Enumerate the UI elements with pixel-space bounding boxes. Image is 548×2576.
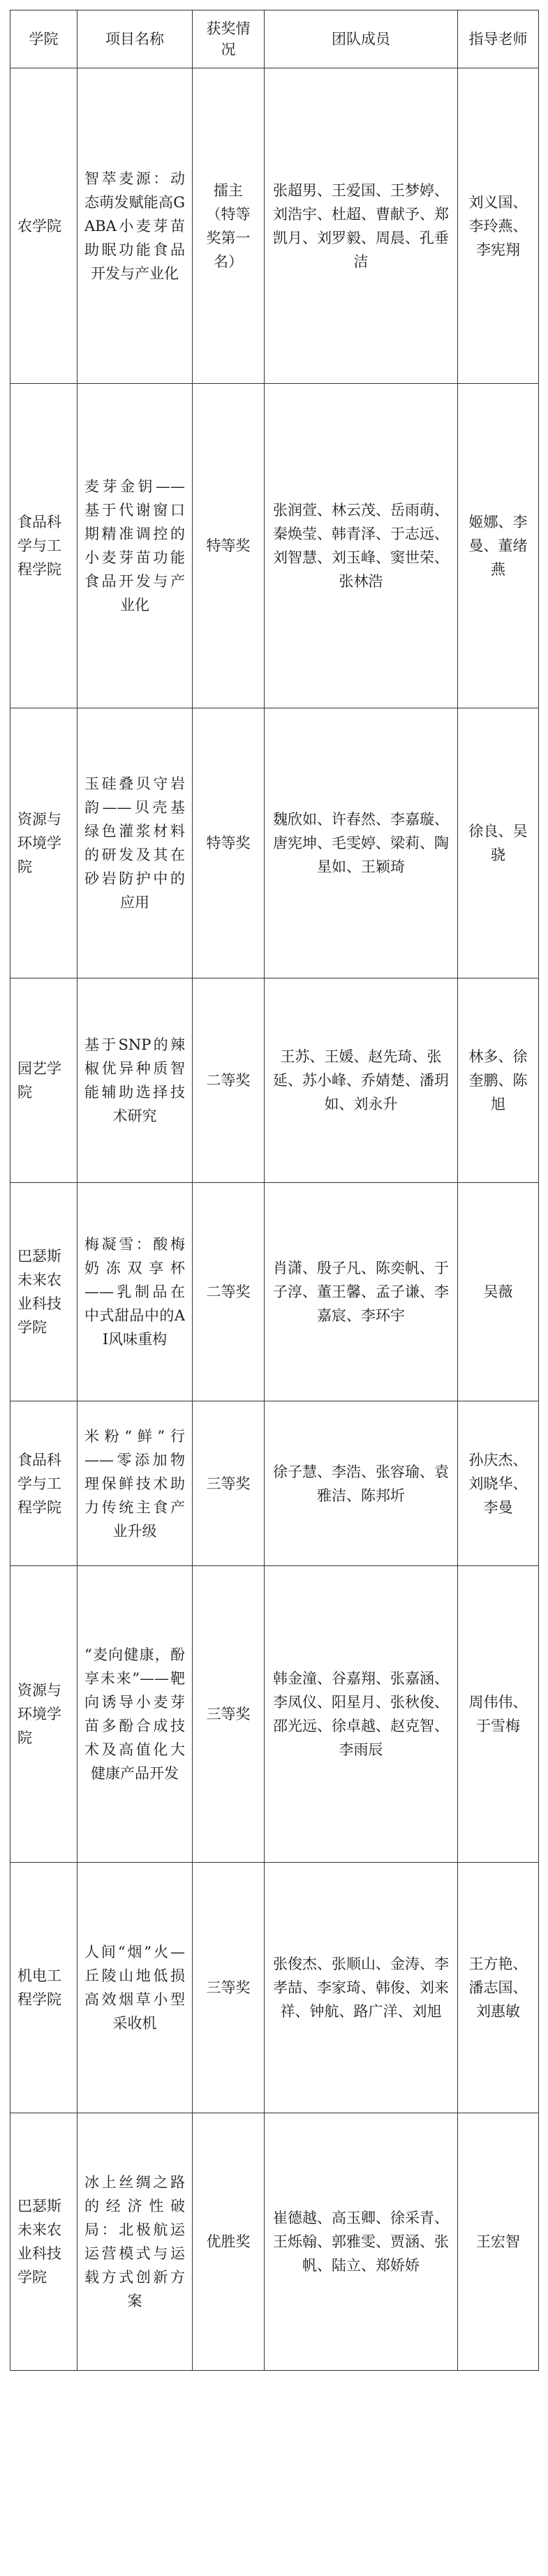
college-cell: 园艺学院 xyxy=(10,978,77,1183)
table-row xyxy=(10,1863,539,2113)
awards-table xyxy=(10,10,539,2371)
advisor-cell: 刘义国、李玲燕、李宪翔 xyxy=(458,68,539,384)
college-cell: 巴瑟斯未来农业科技学院 xyxy=(10,1183,77,1401)
members-cell: 张超男、王爱国、王梦婷、刘浩宇、杜超、曹献予、郑凯月、刘罗毅、周晨、孔垂洁 xyxy=(265,68,458,384)
award-cell: 二等奖 xyxy=(193,1183,265,1401)
table-row xyxy=(10,1566,539,1863)
college-cell: 资源与环境学院 xyxy=(10,708,77,978)
advisor-cell: 周伟伟、于雪梅 xyxy=(458,1566,539,1863)
members-cell: 崔德越、高玉卿、徐采青、王烁翰、郭雅雯、贾涵、张帆、陆立、郑娇娇 xyxy=(265,2113,458,2371)
project-cell: “麦向健康，酚享未来”——靶向诱导小麦芽苗多酚合成技术及高值化大健康产品开发 xyxy=(77,1566,193,1863)
header-members: 团队成员 xyxy=(265,10,458,68)
college-cell: 食品科学与工程学院 xyxy=(10,1401,77,1566)
table-row xyxy=(10,384,539,708)
project-cell: 玉硅叠贝守岩韵——贝壳基绿色灌浆材料的研发及其在砂岩防护中的应用 xyxy=(77,708,193,978)
college-cell: 机电工程学院 xyxy=(10,1863,77,2113)
header-award: 获奖情况 xyxy=(193,10,265,68)
members-cell: 魏欣如、许春然、李嘉璇、唐宪坤、毛雯婷、梁莉、陶星如、王颖琦 xyxy=(265,708,458,978)
award-cell: 二等奖 xyxy=(193,978,265,1183)
award-cell: 特等奖 xyxy=(193,384,265,708)
page xyxy=(10,10,538,2371)
project-cell: 麦芽金钥——基于代谢窗口期精准调控的小麦芽苗功能食品开发与产业化 xyxy=(77,384,193,708)
project-cell: 智萃麦源：动态萌发赋能高GABA小麦芽苗助眠功能食品开发与产业化 xyxy=(77,68,193,384)
members-cell: 张俊杰、张顺山、金涛、李孝喆、李家琦、韩俊、刘来祥、钟航、路广洋、刘旭 xyxy=(265,1863,458,2113)
advisor-cell: 林多、徐奎鹏、陈旭 xyxy=(458,978,539,1183)
header-college: 学院 xyxy=(10,10,77,68)
advisor-cell: 徐良、吴骁 xyxy=(458,708,539,978)
advisor-cell: 王方艳、潘志国、刘惠敏 xyxy=(458,1863,539,2113)
advisor-cell: 王宏智 xyxy=(458,2113,539,2371)
members-cell: 王苏、王媛、赵先琦、张延、苏小峰、乔婧楚、潘玥如、刘永升 xyxy=(265,978,458,1183)
project-cell: 米粉“鲜”行——零添加物理保鲜技术助力传统主食产业升级 xyxy=(77,1401,193,1566)
project-cell: 人间“烟”火—丘陵山地低损高效烟草小型采收机 xyxy=(77,1863,193,2113)
project-cell: 基于SNP的辣椒优异种质智能辅助选择技术研究 xyxy=(77,978,193,1183)
award-cell: 三等奖 xyxy=(193,1401,265,1566)
table-row xyxy=(10,2113,539,2371)
header-row xyxy=(10,10,539,68)
table-row xyxy=(10,1183,539,1401)
advisor-cell: 孙庆杰、刘晓华、李曼 xyxy=(458,1401,539,1566)
header-project: 项目名称 xyxy=(77,10,193,68)
college-cell: 巴瑟斯未来农业科技学院 xyxy=(10,2113,77,2371)
award-cell: 三等奖 xyxy=(193,1566,265,1863)
college-cell: 资源与环境学院 xyxy=(10,1566,77,1863)
college-cell: 食品科学与工程学院 xyxy=(10,384,77,708)
members-cell: 韩金潼、谷嘉翔、张嘉涵、李凤仪、阳星月、张秋俊、邵光远、徐卓越、赵克智、李雨辰 xyxy=(265,1566,458,1863)
header-advisor: 指导老师 xyxy=(458,10,539,68)
award-cell: 擂主（特等奖第一名） xyxy=(193,68,265,384)
table-row xyxy=(10,68,539,384)
table-row xyxy=(10,708,539,978)
advisor-cell: 吴薇 xyxy=(458,1183,539,1401)
project-cell: 梅凝雪：酸梅奶冻双享杯——乳制品在中式甜品中的AI风味重构 xyxy=(77,1183,193,1401)
table-body xyxy=(10,68,539,2371)
advisor-cell: 姬娜、李曼、董绪燕 xyxy=(458,384,539,708)
project-cell: 冰上丝绸之路的经济性破局：北极航运运营模式与运载方式创新方案 xyxy=(77,2113,193,2371)
table-header xyxy=(10,10,539,68)
table-row xyxy=(10,978,539,1183)
members-cell: 张润萱、林云茂、岳雨萌、秦焕莹、韩青泽、于志远、刘智慧、刘玉峰、窦世荣、张林浩 xyxy=(265,384,458,708)
award-cell: 特等奖 xyxy=(193,708,265,978)
table-row xyxy=(10,1401,539,1566)
award-cell: 优胜奖 xyxy=(193,2113,265,2371)
college-cell: 农学院 xyxy=(10,68,77,384)
members-cell: 肖潇、殷子凡、陈奕帆、于子淳、董王馨、孟子谦、李嘉宸、李环宇 xyxy=(265,1183,458,1401)
award-cell: 三等奖 xyxy=(193,1863,265,2113)
members-cell: 徐子慧、李浩、张容瑜、袁雅洁、陈邦圻 xyxy=(265,1401,458,1566)
